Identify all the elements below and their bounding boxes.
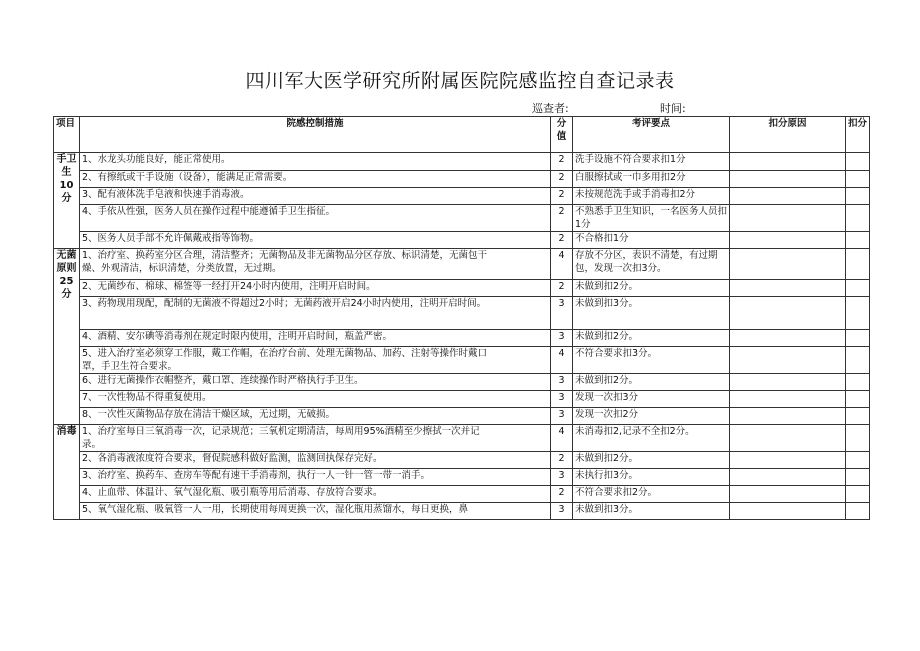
category-cell: 无菌 原则 25分 <box>54 249 80 425</box>
measure-cell: 3、药物现用现配，配制的无菌液不得超过2小时；无菌药液开启24小时内使用，注明开启时间。 <box>80 297 551 330</box>
measure-cell: 4、酒精、安尔碘等消毒剂在规定时限内使用，注明开启时间，瓶盖严密。 <box>80 330 551 347</box>
deduct-cell[interactable] <box>846 347 870 374</box>
deduct-cell[interactable] <box>846 280 870 297</box>
table-row <box>54 153 870 171</box>
category-cell: 手卫 生10 分 <box>54 153 80 249</box>
header-deduct: 扣分 <box>846 117 870 153</box>
measure-cell: 1、治疗室、换药室分区合理，清洁整齐；无菌物品及非无菌物品分区存放、标识清楚，无菌包干 燥、外观清洁，标识清楚，分类放置，无过期。 <box>80 249 551 280</box>
deduct-cell[interactable] <box>846 330 870 347</box>
table-row <box>54 469 870 486</box>
score-cell: 2 <box>551 153 573 171</box>
header-row <box>54 117 870 135</box>
deduct-cell[interactable] <box>846 391 870 408</box>
measure-cell: 4、止血带、体温计、氧气湿化瓶、吸引瓶等用后消毒、存放符合要求。 <box>80 486 551 503</box>
measure-cell: 4、手依从性强，医务人员在操作过程中能遵循手卫生指征。 <box>80 205 551 232</box>
header-criteria: 考评要点 <box>573 117 730 153</box>
criteria-cell: 白服擦拭或一巾多用扣2分 <box>573 171 730 188</box>
measure-cell: 8、一次性灭菌物品存放在清洁干燥区域，无过期，无破损。 <box>80 408 551 425</box>
measure-cell: 3、治疗室、换药车、查房车等配有速干手消毒剂，执行一人一针一管一带一消手。 <box>80 469 551 486</box>
score-cell: 2 <box>551 205 573 232</box>
score-cell: 4 <box>551 425 573 452</box>
criteria-cell: 未做到扣2分。 <box>573 452 730 469</box>
table-row <box>54 391 870 408</box>
measure-cell: 1、水龙头功能良好，能正常使用。 <box>80 153 551 171</box>
score-cell: 2 <box>551 188 573 205</box>
measure-cell: 3、配有液体洗手皂液和快速手消毒液。 <box>80 188 551 205</box>
deduct-cell[interactable] <box>846 171 870 188</box>
measure-cell: 5、医务人员手部不允许佩戴戒指等饰物。 <box>80 232 551 249</box>
table-row <box>54 171 870 188</box>
reason-cell[interactable] <box>730 374 846 391</box>
reason-cell[interactable] <box>730 452 846 469</box>
score-cell: 2 <box>551 280 573 297</box>
criteria-cell: 洗手设施不符合要求扣1分 <box>573 153 730 171</box>
score-cell: 3 <box>551 503 573 520</box>
criteria-cell: 未按规范洗手或手消毒扣2分 <box>573 188 730 205</box>
reason-cell[interactable] <box>730 469 846 486</box>
deduct-cell[interactable] <box>846 188 870 205</box>
score-cell: 3 <box>551 408 573 425</box>
table-row <box>54 408 870 425</box>
table-row <box>54 347 870 374</box>
score-cell: 2 <box>551 452 573 469</box>
score-cell: 4 <box>551 347 573 374</box>
deduct-cell[interactable] <box>846 503 870 520</box>
reason-cell[interactable] <box>730 171 846 188</box>
reason-cell[interactable] <box>730 297 846 330</box>
table-row <box>54 280 870 297</box>
score-cell: 3 <box>551 469 573 486</box>
table-row <box>54 330 870 347</box>
score-cell: 3 <box>551 330 573 347</box>
deduct-cell[interactable] <box>846 374 870 391</box>
reason-cell[interactable] <box>730 188 846 205</box>
table-row <box>54 503 870 520</box>
table-row <box>54 232 870 249</box>
reason-cell[interactable] <box>730 232 846 249</box>
criteria-cell: 存放不分区，表识不清楚，有过期 包，发现一次扣3分。 <box>573 249 730 280</box>
deduct-cell[interactable] <box>846 297 870 330</box>
criteria-cell: 未做到扣2分。 <box>573 374 730 391</box>
criteria-cell: 发现一次扣3分 <box>573 391 730 408</box>
deduct-cell[interactable] <box>846 425 870 452</box>
reason-cell[interactable] <box>730 503 846 520</box>
score-cell: 2 <box>551 486 573 503</box>
score-cell: 3 <box>551 391 573 408</box>
inspector-label: 巡查者: <box>532 102 569 115</box>
criteria-cell: 未做到扣3分。 <box>573 297 730 330</box>
header-measures: 院感控制措施 <box>80 117 551 153</box>
measure-cell: 7、一次性物品不得重复使用。 <box>80 391 551 408</box>
deduct-cell[interactable] <box>846 232 870 249</box>
reason-cell[interactable] <box>730 408 846 425</box>
criteria-cell: 不符合要求扣3分。 <box>573 347 730 374</box>
measure-cell: 1、治疗室每日三氧消毒一次，记录规范；三氧机定期清洁，每周用95%酒精至少擦拭一次并记 录。 <box>80 425 551 452</box>
score-cell: 2 <box>551 171 573 188</box>
deduct-cell[interactable] <box>846 153 870 171</box>
criteria-cell: 发现一次扣2分 <box>573 408 730 425</box>
reason-cell[interactable] <box>730 153 846 171</box>
score-cell: 3 <box>551 297 573 330</box>
measure-cell: 2、各消毒液浓度符合要求，督促院感科做好监测，监测回执保存完好。 <box>80 452 551 469</box>
table-row <box>54 249 870 280</box>
criteria-cell: 未做到扣3分。 <box>573 503 730 520</box>
score-cell: 2 <box>551 232 573 249</box>
deduct-cell[interactable] <box>846 486 870 503</box>
criteria-cell: 未消毒扣2,记录不全扣2分。 <box>573 425 730 452</box>
table-row <box>54 486 870 503</box>
table-row <box>54 425 870 452</box>
measure-cell: 2、有擦纸或干手设施（设备），能满足正常需要。 <box>80 171 551 188</box>
measure-cell: 6、进行无菌操作衣帽整齐，戴口罩、连续操作时严格执行手卫生。 <box>80 374 551 391</box>
reason-cell[interactable] <box>730 425 846 452</box>
criteria-cell: 未做到扣2分。 <box>573 280 730 297</box>
page-title: 四川军大医学研究所附属医院院感监控自查记录表 <box>245 70 675 92</box>
criteria-cell: 不合格扣1分 <box>573 232 730 249</box>
deduct-cell[interactable] <box>846 469 870 486</box>
table-row <box>54 374 870 391</box>
score-cell: 4 <box>551 249 573 280</box>
reason-cell[interactable] <box>730 347 846 374</box>
reason-cell[interactable] <box>730 205 846 232</box>
measure-cell: 5、进入治疗室必须穿工作服，戴工作帽，在治疗台前、处理无菌物品、加药、注射等操作时戴口 罩，手卫生符合要求。 <box>80 347 551 374</box>
criteria-cell: 不符合要求扣2分。 <box>573 486 730 503</box>
table-row <box>54 452 870 469</box>
reason-cell[interactable] <box>730 391 846 408</box>
score-cell: 3 <box>551 374 573 391</box>
header-reason: 扣分原因 <box>730 117 846 153</box>
reason-cell[interactable] <box>730 280 846 297</box>
criteria-cell: 未做到扣2分。 <box>573 330 730 347</box>
deduct-cell[interactable] <box>846 205 870 232</box>
criteria-cell: 未执行扣3分。 <box>573 469 730 486</box>
time-label: 时间: <box>660 102 686 115</box>
checklist-table <box>53 116 870 520</box>
measure-cell: 5、氧气湿化瓶、吸氧管一人一用，长期使用每周更换一次，湿化瓶用蒸馏水，每日更换，鼻 <box>80 503 551 520</box>
reason-cell[interactable] <box>730 249 846 280</box>
deduct-cell[interactable] <box>846 452 870 469</box>
reason-cell[interactable] <box>730 330 846 347</box>
table-row <box>54 297 870 330</box>
deduct-cell[interactable] <box>846 408 870 425</box>
header-score: 分值 <box>551 117 573 153</box>
header-item: 项目 <box>54 117 80 153</box>
table-row <box>54 188 870 205</box>
reason-cell[interactable] <box>730 486 846 503</box>
criteria-cell: 不熟悉手卫生知识，一名医务人员扣 1分 <box>573 205 730 232</box>
category-cell: 消毒 <box>54 425 80 520</box>
table-row <box>54 205 870 232</box>
measure-cell: 2、无菌纱布、棉球、棉签等一经打开24小时内使用，注明开启时间。 <box>80 280 551 297</box>
deduct-cell[interactable] <box>846 249 870 280</box>
